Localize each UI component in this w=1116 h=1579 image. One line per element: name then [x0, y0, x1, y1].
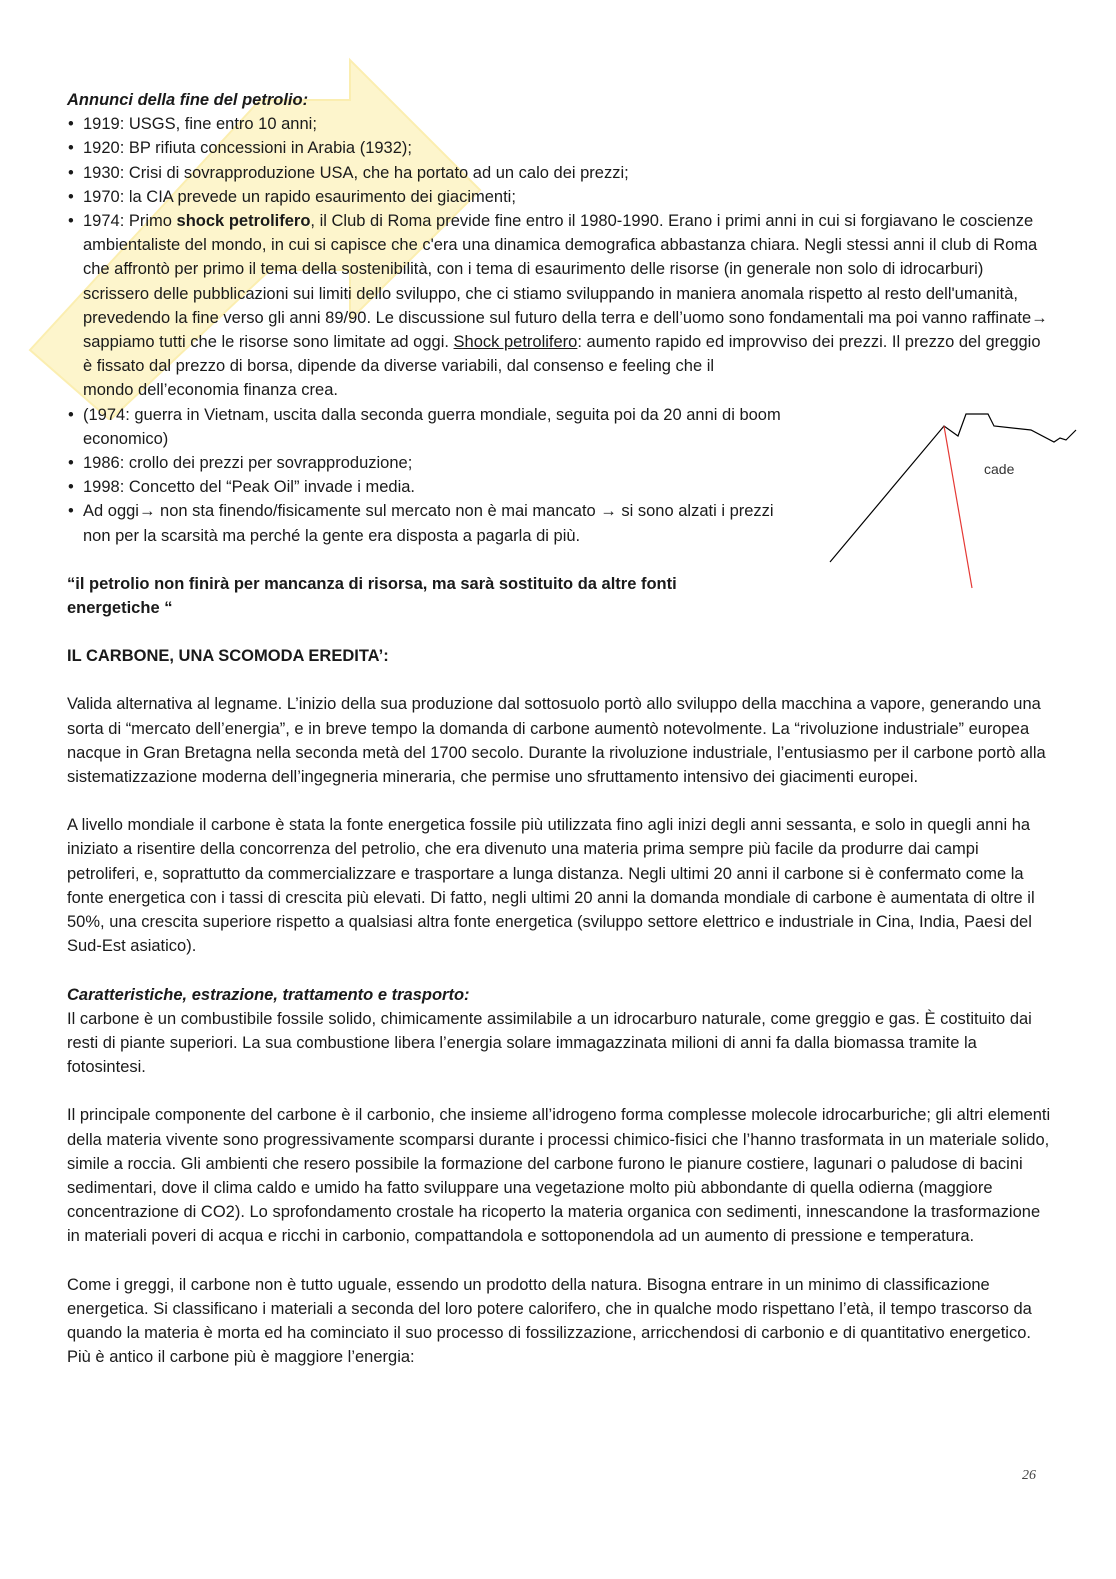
- list-item: • 1919: USGS, fine entro 10 anni;: [67, 112, 1052, 136]
- section-heading-coal: IL CARBONE, UNA SCOMODA EREDITA’:: [67, 647, 389, 666]
- list-item: • Ad oggi→ non sta finendo/fisicamente sul mercato non è mai mancato → si sono alzati i prezzi non per la scarsità ma perché la gente era disposta a pagarla di più.: [67, 499, 783, 547]
- list-item: • 1998: Concetto del “Peak Oil” invade i media.: [67, 475, 783, 499]
- paragraph: Il carbone è un combustibile fossile solido, chimicamente assimilabile a un idrocarburo naturale, come greggio e gas. È costituito dai resti di piante superiori. La sua combustione libera l’energia solare immagazzinata milioni di anni fa dalla biomassa tramite la fotosintesi.: [67, 1009, 1032, 1077]
- paragraph: A livello mondiale il carbone è stata la fonte energetica fossile più utilizzata fino agli inizi degli anni sessanta, e solo in quegli anni ha iniziato a risentire della concorrenza del petrolio, che era divenuto una materia prima sempre più facile da produrre dai campi petroliferi, e, soprattutto da commercializzare e trasportare a lunga distanza. Negli ultimi 20 anni il carbone si è confermato come la fonte energetica con i tassi di crescita più elevati. Di fatto, negli ultimi 20 anni la domanda mondiale di carbone è aumentata di oltre il 50%, una crescita superiore rispetto a qualsiasi altra fonte energetica (sviluppo settore elettrico e industriale in Cina, India, Paesi del Sud-Est asiatico).: [67, 816, 1035, 956]
- text-span: , il Club di Roma previde fine entro il 1980-1990. Erano i primi anni in cui si forgiavano le coscienze ambientaliste del mondo, in cui si capisce che c'era una dinamica demografica abbastanza chiara. Negli stessi anni il club di Roma che affrontò per primo il tema della sostenibilità, con i tema di esaurimento delle risorse (in generale non solo di idrocarburi) scrissero delle pubblicazioni sui limiti dello sviluppo, che ci stiamo sviluppando in maniera anomala rispetto al resto dell'umanità, prevedendo la fine verso gli anni 89/90. Le discussione sul futuro della terra e dell’uomo sono fondamentali ma poi vanno raffinate→ sappiamo tutti che le risorse sono limitate ad oggi.: [83, 212, 1048, 352]
- text-span: : aumento rapido ed improvviso dei prezzi. Il prezzo del greggio è fissato dal prezzo di borsa, dipende da diverse variabili, dal consenso e feeling che il: [83, 333, 1041, 376]
- list-item: • 1930: Crisi di sovrapproduzione USA, che ha portato ad un calo dei prezzi;: [67, 161, 1052, 185]
- quote: “il petrolio non finirà per mancanza di risorsa, ma sarà sostituito da altre fonti energetiche “: [67, 574, 677, 618]
- text-span: 1974: Primo: [83, 212, 177, 231]
- page-number: 26: [1022, 1468, 1036, 1483]
- list-item: • 1970: la CIA prevede un rapido esaurimento dei giacimenti;: [67, 185, 1052, 209]
- price-line: [830, 414, 1076, 562]
- underlined-term: Shock petrolifero: [453, 333, 578, 352]
- price-sketch: [826, 410, 1078, 592]
- paragraph: Come i greggi, il carbone non è tutto uguale, essendo un prodotto della natura. Bisogna entrare in un minimo di classificazione energetica. Si classificano i materiali a seconda del loro potere calorifero, che in qualche modo rispettano l’età, il tempo trascorso da quando la materia è morta ed ha cominciato il suo processo di fossilizzazione, arricchendosi di carbonio e di quantitativo energetico. Più è antico il carbone più è maggiore l’energia:: [67, 1275, 1032, 1367]
- bold-term: shock petrolifero: [176, 212, 311, 231]
- sketch-label: cade: [984, 461, 1015, 477]
- list-item: • (1974: guerra in Vietnam, uscita dalla seconda guerra mondiale, seguita poi da 20 anni di boom economico): [67, 403, 783, 451]
- document-page: [67, 88, 1052, 1369]
- list-item: • 1920: BP rifiuta concessioni in Arabia (1932);: [67, 136, 1052, 160]
- section-heading-oil-end: Annunci della fine del petrolio:: [67, 91, 309, 109]
- list-item: [67, 209, 1052, 403]
- text-span: mondo dell’economia finanza crea.: [83, 381, 338, 400]
- sub-heading: Caratteristiche, estrazione, trattamento e trasporto:: [67, 985, 470, 1004]
- paragraph: Valida alternativa al legname. L’inizio della sua produzione dal sottosuolo portò allo sviluppo della macchina a vapore, generando una sorta di “mercato dell’energia”, e in breve tempo la domanda di carbone aumentò notevolmente. La “rivoluzione industriale” europea nacque in Gran Bretagna nella seconda metà del 1700 secolo. Durante la rivoluzione industriale, l’entusiasmo per il carbone portò alla sistematizzazione moderna dell’ingegneria mineraria, che permise uno sfruttamento intensivo dei giacimenti europei.: [67, 695, 1046, 787]
- list-item: • 1986: crollo dei prezzi per sovrapproduzione;: [67, 451, 783, 475]
- paragraph: Il principale componente del carbone è il carbonio, che insieme all’idrogeno forma complesse molecole idrocarburiche; gli altri elementi della materia vivente sono progressivamente scomparsi durante i processi chimico-fisici che l’hanno trasformata in un materiale solido, simile a roccia. Gli ambienti che resero possibile la formazione del carbone furono le pianure costiere, lagunari o paludose di bacini sedimentari, dove il clima caldo e umido ha fatto sviluppare una vegetazione molto più abbondante di quella odierna (maggiore concentrazione di CO2). Lo sprofondamento crostale ha ricoperto la materia organica con sedimenti, innescandone la trasformazione in materiali poveri di acqua e ricchi in carbonio, compattandola e sottoponendola ad un aumento di pressione e temperatura.: [67, 1106, 1051, 1246]
- drop-line: [944, 426, 972, 588]
